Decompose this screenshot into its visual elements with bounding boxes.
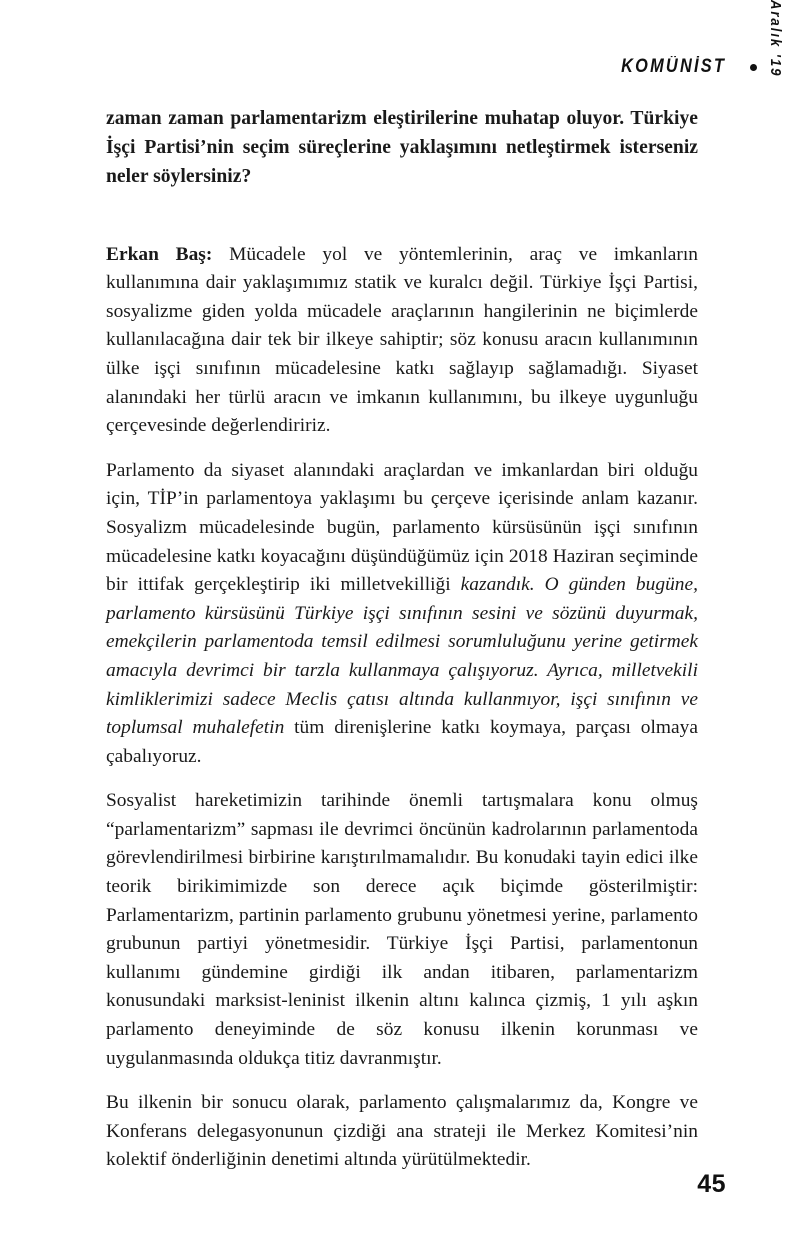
paragraph-run-italic: kazandık. O günden bugüne, parlamento kürsüsünü Türkiye işçi sınıfının sesini ve sözünü duyurmak, emekçilerin parlamentoda temsil edilmesi sorumluluğunu yerine getirmek amacıyla devrimci bir tarzla kullanmaya çalışıyoruz. Ayrıca, milletvekili kimliklerimizi sadece Meclis çatısı altında kullanmıyor, işçi sınıfının ve toplumsal muhalefetin — [106, 574, 698, 739]
paragraph-run: Bu ilkenin bir sonucu olarak, parlamento çalışmalarımız da, Kongre ve Konferans delegasyonunun çizdiği ana strateji ile Merkez Komitesi’nin kolektif önderliğinin denetimi altında yürütülmektedir. — [106, 1092, 698, 1171]
answer-paragraph-1 — [106, 241, 698, 441]
answer-paragraph-3 — [106, 787, 698, 1073]
answer-paragraph-4 — [106, 1089, 698, 1175]
answer-paragraph-2 — [106, 457, 698, 772]
paragraph-run: tüm direnişlerine katkı koymaya, parçası olmaya çabalıyoruz. — [106, 717, 698, 767]
text-column — [106, 104, 698, 1191]
running-header-publication: KOMÜNİST — [620, 56, 726, 77]
paragraph-run: Mücadele yol ve yöntemlerinin, araç ve imkanların kullanımına dair yaklaşımımız statik ve kuralcı değil. Türkiye İşçi Partisi, sosyalizme giden yolda mücadele araçlarının hangilerinin ne biçimlerde kullanılacağına dair tek bir ilkeye sahiptir; söz konusu aracın kullanımının ülke işçi sınıfının mücadelesine katkı sağlayıp sağlamadığı. Siyaset alanındaki her türlü aracın ve imkanın kullanımını, bu ilkeye uygunluğu çerçevesinde değerlendiririz. — [106, 243, 698, 437]
running-header-issue-date — [767, 0, 784, 88]
paragraph-run: Sosyalist hareketimizin tarihinde önemli tartışmalara konu olmuş “parlamentarizm” sapması ile devrimci öncünün kadrolarının parlamentoda görevlendirilmesi birbirine karıştırılmamalıdır. Bu konudaki tayin edici ilke teorik birikimimizde son derece açık biçimde gösterilmiştir: Parlamentarizm, partinin parlamento grubunu yönetmesi yerine, parlamento grubunun partiyi yönetmesidir. Türkiye İşçi Partisi, parlamentonun kullanımı gündemine girdiği ilk andan itibaren, parlamentarizm konusundaki marksist-leninist ilkenin altını kalınca çizmiş, 1 yılı aşkın parlamento deneyiminde de söz konusu ilkenin korunması ve uygulanmasında oldukça titiz davranmıştır. — [106, 790, 698, 1069]
issue-date-label: Aralık '19 — [767, 0, 784, 78]
speaker-name: Erkan Baş: — [106, 243, 213, 265]
question-paragraph: zaman zaman parlamentarizm eleştirilerine muhatap oluyor. Türkiye İşçi Partisi’nin seçim süreçlerine yaklaşımını netleştirmek isterseniz neler söylersiniz? — [106, 108, 698, 188]
bullet-dot-icon — [750, 64, 757, 71]
paragraph-run: Parlamento da siyaset alanındaki araçlardan ve imkanlardan biri olduğu için, TİP’in parlamentoya yaklaşımı bu çerçeve içerisinde anlam kazanır. Sosyalizm mücadelesinde bugün, parlamento kürsüsünün işçi sınıfının mücadelesine katkı koyacağını düşündüğümüz için 2018 Haziran seçiminde bir ittifak gerçekleştirip iki milletvekilliği — [106, 459, 698, 596]
page-number: 45 — [697, 1170, 726, 1198]
